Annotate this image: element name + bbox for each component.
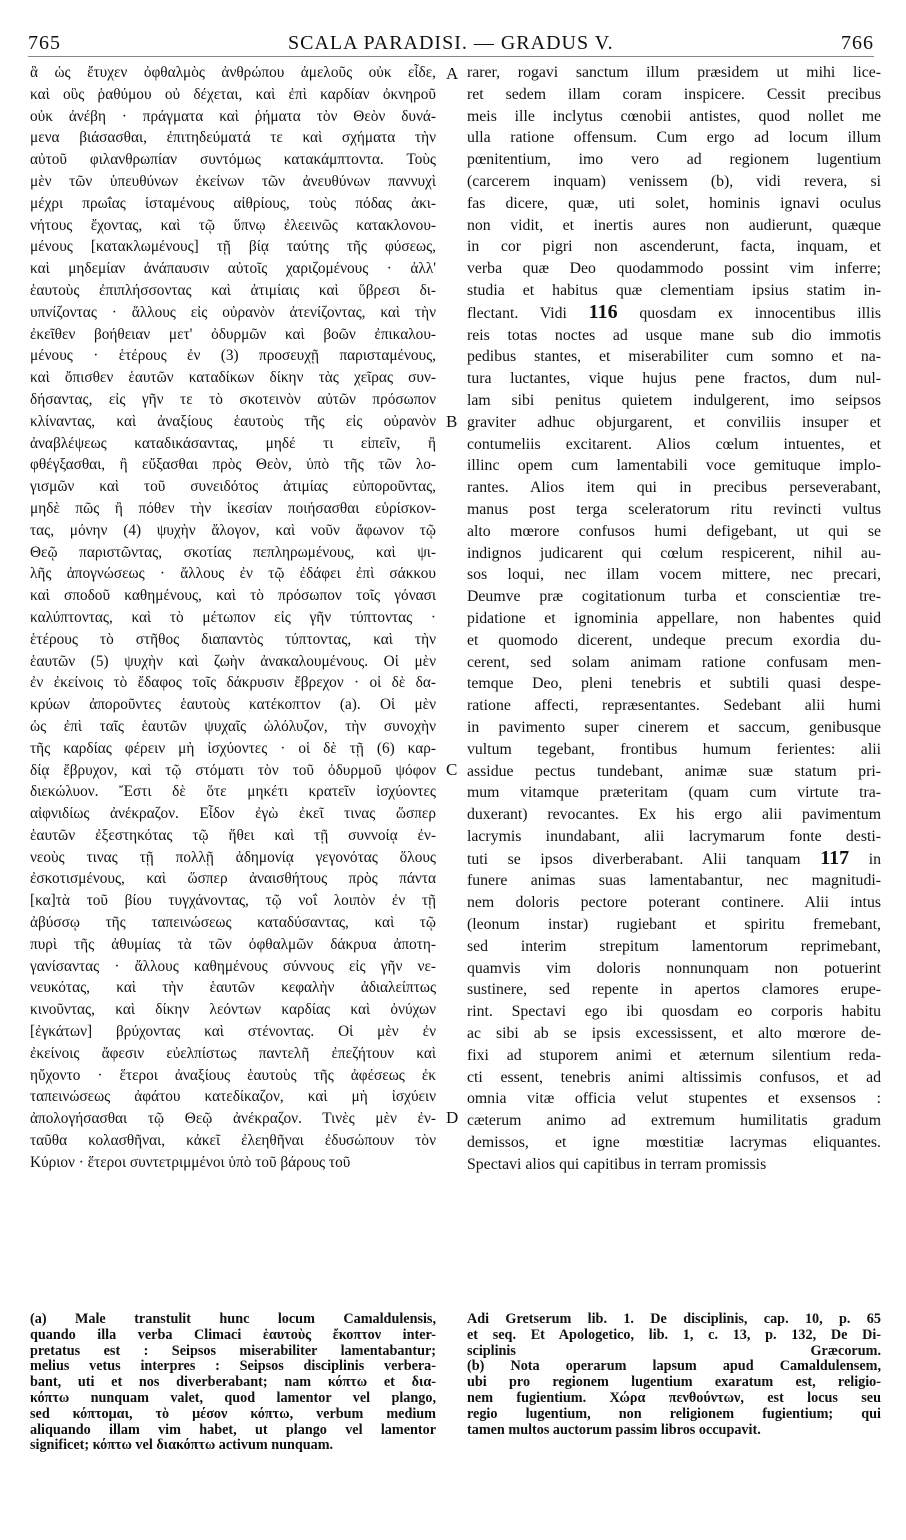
latin-text-line: (carcerem inquam) venissem (b), vidi revera, si (467, 172, 881, 190)
greek-text-line: ἀπολογήσασθαι τῷ Θεῷ ἀνέκραζον. Τινὲς μὲν ἐν- (30, 1110, 436, 1128)
latin-text-line: sustinere, sed repente in apertos clamores erupe- (467, 981, 881, 999)
latin-text-line: assidue pectus tundebant, animæ suæ statum pri- (467, 762, 881, 780)
footnote-line: quando illa verba Climaci ἑαυτοὺς ἔκοπτον inter- (30, 1327, 436, 1343)
page-number-left: 765 (28, 32, 61, 54)
footnote-line: aliquando illam vim habet, ut plango vel lamentor (30, 1422, 436, 1438)
greek-text-line: καὶ μηδεμίαν ἀνάπαυσιν αὐτοῖς χαριζομένους · ἀλλ' (30, 260, 436, 278)
latin-text-line: studia et habitus quæ clementiam ipsius statim in- (467, 281, 881, 299)
latin-text-line: in pavimento super cinerem et saccum, genibusque (467, 718, 881, 736)
greek-text-line: Κύριον · ἕτεροι συντετριμμένοι ὑπὸ τοῦ βάρους τοῦ (30, 1153, 351, 1171)
greek-text-line: ηὔχοντο · ἕτεροι ἀναξίους ἑαυτοὺς τῆς ἀφέσεως ἐκ (30, 1066, 436, 1084)
greek-text-line: μενα βιάσασθαι, ἐπιτηδεύματά τε καὶ σχήματα τὴν (30, 129, 436, 147)
latin-text-line: tuti se ipsos diverberabant. Alii tanquam 117 in (467, 847, 881, 869)
greek-text-line: νεοὺς τινας τῇ πολλῇ ἀδημονίᾳ γεγονότας ὅλους (30, 848, 436, 866)
footnote-line: κόπτω nunquam valet, quod lamentor vel plango, (30, 1390, 436, 1406)
latin-text-line: non vidit, et inertis aures non audierunt, quæque (467, 216, 881, 234)
margin-marker-d: D (446, 1108, 459, 1127)
latin-text-line: (leonum instar) rugiebant et spiritu fremebant, (467, 916, 881, 934)
footnote-line: (a) Male transtulit hunc locum Camaldulensis, (30, 1312, 436, 1327)
footnote-line: regio lugentium, non religionem fugientium; qui (467, 1406, 881, 1422)
latin-text-line: contumeliis excitarent. Alios cœlum intuentes, et (467, 435, 881, 453)
latin-text-line: alto mœrore confusos humi defigebant, ut qui se (467, 522, 881, 540)
greek-text-line: οὐκ ἀνέβη · πράγματα καὶ ῥήματα τὸν Θεὸν δυνά- (30, 107, 436, 125)
footnote-line: ubi pro regionem lugentium exaratum est, religio- (467, 1375, 881, 1391)
latin-text-column (467, 62, 881, 1176)
latin-text-line: graviter adhuc objurgarent, et conviliis insuper et (467, 413, 881, 431)
latin-text-line: nem doloris pectore poterant continere. Alii intus (467, 894, 881, 912)
edition-page-number: 117 (820, 847, 850, 869)
latin-text-line: fixi ad stuporem animi et æternum silentium reda- (467, 1046, 881, 1064)
latin-text-line: mum vitamque præteritam (quam cum virtute tra- (467, 784, 881, 802)
latin-text-line: ratione affecti, repræsentantes. Sedebant alii humi (467, 697, 881, 715)
latin-text-line: fas dicere, quæ, uti solet, hominis ignavi oculus (467, 194, 881, 212)
greek-text-line: καὶ οὓς ῥαθύμου οὐ δέχεται, καὶ ἐπὶ καρδίαν ὀκνηροῦ (30, 85, 436, 103)
latin-text-line: pidatione et ignominia appellare, non habentes quid (467, 609, 881, 627)
greek-text-line: αὐτοῦ φιλανθρωπίαν συντόμως κατακάμπτοντα. Τοὺς (30, 151, 436, 169)
latin-text-line: temque Deo, pleni tenebris et subtili quasi despe- (467, 675, 881, 693)
greek-text-line: κλίναντας, καὶ ἀναξίους ἑαυτοὺς τῆς εἰς οὐρανὸν (30, 412, 436, 430)
greek-text-column (30, 62, 436, 1174)
greek-text-line: τας, μόνην (4) ψυχὴν ἄλογον, καὶ νοῦν ἄφωνον τῷ (30, 521, 436, 539)
greek-text-line: διεκώλυον. Ἔστι δὲ ὅτε μηκέτι κρατεῖν ἰσχύοντες (30, 783, 436, 801)
running-header (28, 32, 874, 57)
footnote-line: pretatus est : Seipsos miserabiliter lamentabantur; (30, 1343, 436, 1359)
greek-text-line: δίᾳ ἔβρυχον, καὶ τῷ στόματι τὸν τοῦ ὀδυρμοῦ ψόφον (30, 761, 436, 779)
footnote-line: nem fugientium. Χώρα πενθούντων, est locus seu (467, 1390, 881, 1406)
latin-text-line: cerent, sed solam animam ratione confusam men- (467, 653, 881, 671)
greek-text-line: ἑτέρους τὸ στῆθος διαπαντὸς τύπτοντας, καὶ τὴν (30, 630, 436, 648)
greek-text-line: νήτους ἔχοντας, καὶ τῷ ὕπνῳ ἐλεεινῶς κατακλονου- (30, 216, 436, 234)
greek-text-line: γανίσαντας · ἄλλους καθημένους σύννους εἰς γῆν νε- (30, 957, 436, 975)
latin-text-line: rint. Spectavi ego ibi quosdam eo corporis habitu (467, 1003, 881, 1021)
greek-text-line: μένους [κατακλωμένους] τῇ βίᾳ ταύτης τῆς φύσεως, (30, 238, 436, 256)
latin-text-line: duxerant) revocantes. Ex his ergo alii pavimentum (467, 806, 881, 824)
latin-text-line: sos loqui, nec illam vocem mittere, nec precari, (467, 566, 881, 584)
greek-text-line: ἑαυτῶν (5) ψυχὴν καὶ ζωὴν ἀνακαλουμένους. Οἱ μὲν (30, 652, 436, 670)
latin-text-line: sed interim strepitum lamentorum reprimebant, (467, 937, 881, 955)
footnote-line: tamen multos auctorum passim libros occupavit. (467, 1422, 761, 1438)
greek-text-line: ταῦθα κολασθῆναι, κἀκεῖ ἐλεηθῆναι ἐδυσώπουν τὸν (30, 1132, 436, 1150)
latin-text-line: cæterum animo ad extremum humilitatis gradum (467, 1112, 881, 1130)
greek-text-line: ἑαυτοὺς ἐπιπλήσσοντας καὶ ἀτιμίαις καὶ ὕβρεσι δι- (30, 281, 436, 299)
greek-text-line: δήσαντας, εἰς γῆν τε τὸ σκοτεινὸν αὐτῶν πρόσωπον (30, 390, 436, 408)
greek-text-line: φθέγξασθαι, ἢ εὔξασθαι πρὸς Θεὸν, ὑπὸ τῆς τῶν λο- (30, 456, 436, 474)
latin-text-line: pedibus stantes, et miserabiliter cum somno et na- (467, 348, 881, 366)
greek-text-line: μέχρι πρωΐας ἱσταμένους αἰθρίους, τοὺς πόδας ἀκι- (30, 194, 436, 212)
greek-text-line: νευκότας, καὶ τὴν ἑαυτῶν κεφαλὴν ἀδιαλείπτως (30, 979, 436, 997)
latin-text-line: ac sibi ab se ipsis excessissent, et alto mœrore de- (467, 1025, 881, 1043)
latin-text-line: ret sedem illam coram inspicere. Cessit precibus (467, 85, 881, 103)
greek-text-line: αἰφνιδίως ἀνέκραζον. Εἶδον ἐγὼ ἐκεῖ τινας ὥσπερ (30, 805, 436, 823)
greek-text-line: μὲν τῶν ὑπευθύνων ἐκείνων τῶν ἀνευθύνων παννυχὶ (30, 172, 436, 190)
latin-text-line: quamvis vim doloris nonnunquam non potuerint (467, 959, 881, 977)
latin-text-line: ulla ratione offensum. Cum ergo ad locum illum (467, 129, 881, 147)
greek-text-line: πυρὶ τῆς ἀθυμίας τὰ τῶν ὀφθαλμῶν δάκρυα ἀποτη- (30, 935, 436, 953)
footnote-line: significet; κόπτω vel διακόπτω activum nunquam. (30, 1438, 334, 1454)
page-number-right: 766 (841, 32, 874, 54)
margin-marker-b: B (446, 412, 458, 431)
footnote-line: sed κόπτομαι, τὸ μέσον κόπτω, verbum medium (30, 1406, 436, 1422)
greek-text-line: ἐσκοτισμένους, καὶ ὥσπερ ἀναισθήτους πρὸς πάντα (30, 870, 436, 888)
latin-text-line: Spectavi alios qui capitibus in terram promissis (467, 1155, 767, 1173)
margin-marker-a: A (446, 64, 459, 83)
greek-text-line: ἀβύσσῳ τῆς ταπεινώσεως καταδύσαντας, καὶ τῷ (30, 914, 436, 932)
latin-text-line: lacrymis inundabant, alii lacrymarum fonte desti- (467, 827, 881, 845)
latin-text-line: reis totas noctes ad usque mane sub dio immotis (467, 326, 881, 344)
greek-text-line: ἐκεῖθεν βοήθειαν μετ' ὀδυρμῶν καὶ βοῶν ἐπικαλου- (30, 325, 436, 343)
greek-text-line: ἐκείνοις ἄφεσιν εὐελπίστως παντελῆ ἐπεζήτουν καὶ (30, 1044, 436, 1062)
greek-text-line: κινοῦντας, καὶ δίκην λεόντων καρδίας καὶ ὀνύχων (30, 1001, 436, 1019)
greek-text-line: ὡς ἐπὶ ταῖς ἑαυτῶν ψυχαῖς ὠλόλυζον, τὴν συνοχὴν (30, 717, 436, 735)
greek-text-line: γισμῶν καὶ τοῦ συνειδότος ἀτιμίας εὐποροῦντας, (30, 478, 436, 496)
greek-text-line: Θεῷ παριστῶντας, σκοτίας πεπληρωμένους, καὶ ψι- (30, 543, 436, 561)
greek-text-line: μηδὲ πῶς ἢ πόθεν τὴν ἱκεσίαν ποιήσασθαι εὑρίσκον- (30, 499, 436, 517)
latin-text-line: lam sibi penitus quietem indulgerent, imo seipsos (467, 391, 881, 409)
greek-text-line: ἑαυτῶν ἐξεστηκότας τῷ ἤθει καὶ τῇ συννοίᾳ ἐν- (30, 826, 436, 844)
footnote-line: (b) Nota operarum lapsum apud Camaldulensem, (467, 1359, 881, 1375)
footnote-line: et seq. Et Apologetico, lib. 1, c. 13, p. 132, De Di- (467, 1327, 881, 1343)
latin-text-line: cti essent, tenebris animi altissimis confusos, et ad (467, 1068, 881, 1086)
latin-text-line: et quomodo dicerent, undeque precum exordia du- (467, 631, 881, 649)
greek-text-line: κρύων ἀποροῦντες ἑαυτοὺς κατέκοπτον (a). Οἱ μὲν (30, 696, 436, 714)
greek-text-line: καὶ σποδοῦ καθημένους, καὶ τὸ πρόσωπον τοῖς γόνασι (30, 587, 436, 605)
latin-text-line: funere animas suas lamentabantur, nec magnitudi- (467, 872, 881, 890)
latin-text-line: pœnitentium, imo vero ad regionem lugentium (467, 151, 881, 169)
footnote-line: bant, uti et nos diverberabant; nam κόπτω et δια- (30, 1375, 436, 1391)
footnotes-left (30, 1312, 436, 1454)
greek-text-line: ταπεινώσεως ἀφάτου κατεδίκαζον, καὶ μὴ ἰσχύειν (30, 1088, 436, 1106)
latin-text-line: indignos judicarent qui cœlum respicerent, nihil au- (467, 544, 881, 562)
latin-text-line: verba quæ Deo quodammodo possint vim inferre; (467, 260, 881, 278)
latin-text-line: demissos, et igne mœstitiæ lacrymas eliquantes. (467, 1134, 881, 1152)
greek-text-line: καὶ ὄπισθεν ἑαυτῶν καταδίκων δίκην τὰς χεῖρας συν- (30, 369, 436, 387)
greek-text-line: ἐν ἐκείνοις τὸ ἔδαφος τοῖς δάκρυσιν ἔβρεχον · οἱ δὲ δα- (30, 674, 436, 692)
footnote-line: melius vetus interpres : Seipsos disciplinis verbera- (30, 1359, 436, 1375)
greek-text-line: μένους · ἑτέρους ἐν (3) προσευχῇ παρισταμένους, (30, 347, 436, 365)
latin-text-line: manus post terga sceleratorum ritu revincti vultus (467, 500, 881, 518)
latin-text-line: illinc opem cum lamentabili voce gemituque implo- (467, 457, 881, 475)
latin-text-line: rarer, rogavi sanctum illum præsidem ut mihi lice- (467, 64, 881, 81)
latin-text-line: tura luctantes, vique hujus pene fractos, dum nul- (467, 370, 881, 388)
edition-page-number: 116 (588, 301, 618, 323)
greek-text-line: καλύπτοντας, καὶ τὸ μέτωπον εἰς γῆν τύπτοντας · (30, 608, 436, 626)
greek-text-line: ἀναβλέψεως καταδικάσαντας, μηδέ τι εἰπεῖν, ἢ (30, 434, 436, 452)
latin-text-line: meis ille inclytus cœnobii antistes, quod nollet me (467, 107, 881, 125)
greek-text-line: λῆς ἀπογνώσεως · ἄλλους ἐν τῷ ἐδάφει ἐπὶ σάκκου (30, 565, 436, 583)
latin-text-line: in cor pigri non ascenderunt, facta, inquam, et (467, 238, 881, 256)
running-title: SCALA PARADISI. — GRADUS V. (288, 32, 614, 54)
latin-text-line: flectant. Vidi 116 quosdam ex innocentibus illis (467, 301, 881, 323)
footnote-line: sciplinis Græcorum. (467, 1343, 881, 1359)
greek-text-line: [ἐγκάτων] βρύχοντας καὶ στένοντας. Οἱ μὲν ἐν (30, 1023, 436, 1041)
latin-text-line: rantes. Alios item qui in precibus perseverabant, (467, 479, 881, 497)
greek-text-line: υπνίζοντας · ἄλλους εἰς οὐρανὸν ἀτενίζοντας, καὶ τὴν (30, 303, 436, 321)
footnotes-right (467, 1312, 881, 1438)
greek-text-line: τῆς καρδίας φέρειν μὴ ἰσχύοντες · οἱ δὲ τῇ (6) καρ- (30, 739, 436, 757)
greek-text-line: [κα]τὰ τοῦ βίου τυγχάνοντας, τῷ νοΐ λοιπὸν ἐν τῇ (30, 892, 436, 910)
greek-text-line: ἃ ὡς ἔτυχεν ὀφθαλμὸς ἀνθρώπου ἀμελοῦς οὐκ εἶδε, (30, 64, 436, 81)
latin-text-line: vultum tegebant, frontibus humum ferientes: alii (467, 740, 881, 758)
footnote-line: Adi Gretserum lib. 1. De disciplinis, cap. 10, p. 65 (467, 1312, 881, 1327)
latin-text-line: Deumve præ cogitationum turba et conscientiæ tre- (467, 588, 881, 606)
latin-text-line: omnia vitæ officia velut stupentes et exsensos : (467, 1090, 881, 1108)
margin-marker-c: C (446, 760, 458, 779)
